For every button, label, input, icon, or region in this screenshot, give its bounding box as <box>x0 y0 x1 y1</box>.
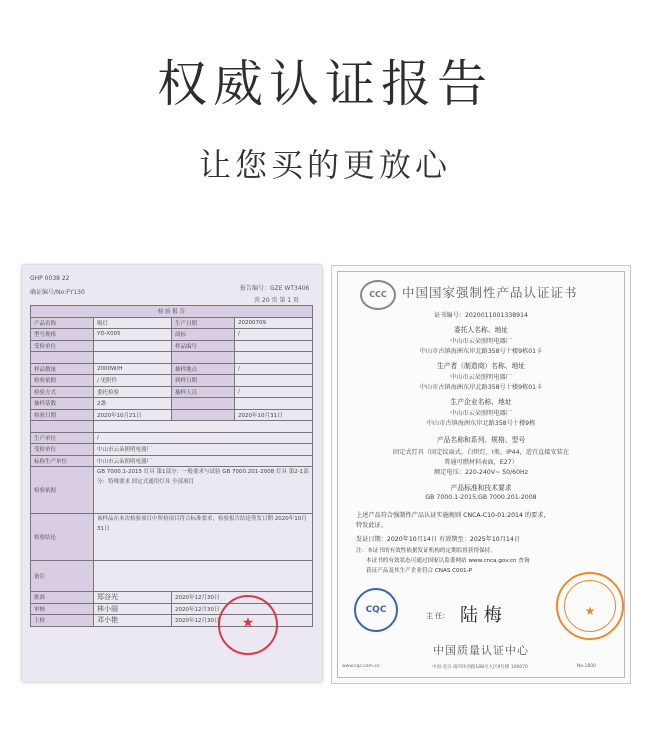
quality-certification-seal-icon <box>556 572 624 640</box>
row-label <box>172 352 235 364</box>
footer-address: 中国·北京·南四环西路188号九区9号楼 100070 <box>432 665 528 670</box>
row-label <box>172 398 235 410</box>
report-header-right: 报告编号：GZE WT3406 <box>240 285 310 292</box>
table-row <box>31 409 313 421</box>
certification-center-name: 中国质量认证中心 <box>433 644 529 657</box>
row-label: 检验依据 <box>31 467 94 514</box>
row-label: 检验方式 <box>31 386 94 398</box>
report-page-count: 共 20 页 第 1 页 <box>254 297 299 304</box>
row-label: 检验依据 <box>31 375 94 387</box>
row-value: / <box>235 386 313 398</box>
note-1: 注：本证书的有效性依据发证机构的定期监督获得保持。 <box>356 548 496 554</box>
sign-date: 2020年12月30日 <box>172 603 313 615</box>
factory-label: 生产企业名称、地址 <box>450 398 512 406</box>
table-row <box>31 561 313 592</box>
applicant-name: 中山市云朵照明电器厂 <box>450 338 512 345</box>
maker-address: 中山市古镇海洲东岸北路358号十楼9栋01卡 <box>419 384 543 391</box>
table-row <box>31 363 313 375</box>
row-label: 检验日期 <box>31 409 94 421</box>
table-row <box>31 432 313 444</box>
table-row <box>31 421 313 433</box>
row-value: 20200709 <box>235 317 313 329</box>
row-label: 主检 <box>31 615 94 627</box>
applicant-label: 委托人名称、地址 <box>453 326 509 334</box>
report-table <box>30 305 313 627</box>
row-value: / <box>235 363 313 375</box>
certificate-title: 中国国家强制性产品认证证书 <box>402 285 578 300</box>
table-row <box>31 592 313 604</box>
row-label: 产品名称 <box>31 317 94 329</box>
signature: 郑谷光 <box>94 592 172 604</box>
row-label: 抽样地点 <box>172 363 235 375</box>
row-label <box>31 352 94 364</box>
factory-address: 中山市古镇海洲东岸北路358号十楼9栋 <box>426 420 536 427</box>
row-label: 生产日期 <box>172 317 235 329</box>
row-label <box>31 421 94 433</box>
row-label: 审核 <box>31 603 94 615</box>
row-value: 中山市云朵照明电器厂 <box>94 455 313 467</box>
table-row <box>31 444 313 456</box>
ccc-logo-icon: CCC <box>360 280 396 310</box>
applicant-address: 中山市古镇海洲东岸北路358号十楼9栋01卡 <box>419 348 543 355</box>
issue-dates: 发证日期：2020年10月14日 有效期至：2025年10月14日 <box>356 536 520 543</box>
table-row <box>31 340 313 352</box>
row-value <box>235 375 313 387</box>
report-header-left2: 确证编号/No:FY130 <box>30 289 85 296</box>
standard-text: GB 7000.1-2015;GB 7000.201-2008 <box>425 494 537 501</box>
row-label: 型号规格 <box>31 329 94 341</box>
row-label <box>172 409 235 421</box>
row-value: / 见附件 <box>94 375 172 387</box>
row-value <box>235 340 313 352</box>
inspection-report-document <box>22 265 322 682</box>
note-3: 获证产品及其生产企业符合 CNAS C001-P <box>366 568 473 574</box>
row-label: 商标 <box>172 329 235 341</box>
row-label: 样品编号 <box>172 340 235 352</box>
cqc-logo-icon: CQC <box>354 588 398 632</box>
row-label: 到样日期 <box>172 375 235 387</box>
product-line-3: 额定电压：220-240V~ 50/60Hz <box>434 469 528 476</box>
signer-label: 主 任： <box>426 612 450 620</box>
footer-website: www.cqc.com.cn <box>342 664 380 669</box>
row-value: YD-X005 <box>94 329 172 341</box>
factory-name: 中山市云朵照明电器厂 <box>450 410 512 417</box>
product-line-2: 普通可燃材料表面，E27） <box>444 459 518 466</box>
sign-date: 2020年12月30日 <box>172 592 313 604</box>
maker-label: 生产者（制造商）名称、地址 <box>436 362 526 370</box>
table-row <box>31 317 313 329</box>
row-value: 2020年10月21日 <box>94 409 172 421</box>
row-value: 2020年10月31日 <box>235 409 313 421</box>
row-label: 检验结论 <box>31 514 94 561</box>
row-value: 2盏 <box>94 398 172 410</box>
remark-text <box>94 561 313 592</box>
row-label: 标称生产单位 <box>31 455 94 467</box>
table-row <box>31 375 313 387</box>
row-label: 样品数量 <box>31 363 94 375</box>
table-row <box>31 467 313 514</box>
table-row <box>31 386 313 398</box>
row-label: 抽样基数 <box>31 398 94 410</box>
table-row <box>31 352 313 364</box>
signature: 林小丽 <box>94 603 172 615</box>
page-subtitle: 让您买的更放心 <box>198 146 451 184</box>
table-row <box>31 514 313 561</box>
director-signature: 陆 梅 <box>460 605 502 626</box>
maker-name: 中山市云朵照明电器厂 <box>450 374 512 381</box>
sign-date: 2020年12月30日 <box>172 615 313 627</box>
row-value <box>235 398 313 410</box>
row-value <box>94 421 313 433</box>
table-row <box>31 455 313 467</box>
standard-label: 产品标准和技术要求 <box>450 484 512 492</box>
red-official-stamp: ★ <box>218 595 278 655</box>
row-label: 抽样人员 <box>172 386 235 398</box>
row-value: 吸灯 <box>94 317 172 329</box>
rule-text-2: 特发此证。 <box>356 522 387 529</box>
row-value: 中山市云朵照明电器厂 <box>94 444 313 456</box>
rule-text: 上述产品符合强制性产品认证实施规则 CNCA-C10-01:2014 的要求， <box>356 512 550 519</box>
cert-number: 证书编号：2020011001338914 <box>434 312 528 319</box>
row-value <box>235 352 313 364</box>
row-label: 受检单位 <box>31 444 94 456</box>
row-label: 受检单位 <box>31 340 94 352</box>
footer-serial: No.1800 <box>577 664 596 669</box>
report-header-left: GHP 0038 22 <box>30 275 70 282</box>
product-label: 产品名称和系列、规格、型号 <box>436 436 526 444</box>
row-value <box>94 340 172 352</box>
ccc-certificate-document <box>331 265 631 684</box>
row-value: / <box>235 329 313 341</box>
seal-star-icon: ★ <box>584 604 596 618</box>
signature: 邓小艳 <box>94 615 172 627</box>
row-label: 批准 <box>31 592 94 604</box>
table-row <box>31 398 313 410</box>
product-line-1: 固定式灯具（固定纹面式，白炽灯，I类，IP44，适宜直接安装在 <box>392 449 570 456</box>
row-label: 备注 <box>31 561 94 592</box>
basis-text: GB 7000.1-2015 灯具 第1部分：一般要求与试验 GB 7000.201-2008 灯具 第2-1部分：特殊要求 固定式通用灯具 全部项目 <box>94 467 313 514</box>
conclusion-text: 该样品在本次检验项目中所检项目符合标准要求，检验报告结论签发日期 2020年10月31日 <box>94 514 313 561</box>
row-value <box>94 352 172 364</box>
row-value: 委托检验 <box>94 386 172 398</box>
page-title: 权威认证报告 <box>157 55 493 113</box>
note-2: 本证书的有效状态可通过国家认监委网站 www.cnca.gov.cn 查询 <box>366 558 530 564</box>
table-row <box>31 329 313 341</box>
row-value: / <box>94 432 313 444</box>
report-table-title: 检 验 报 告 <box>31 306 313 318</box>
row-label: 生产单位 <box>31 432 94 444</box>
row-value: 2000W/H <box>94 363 172 375</box>
